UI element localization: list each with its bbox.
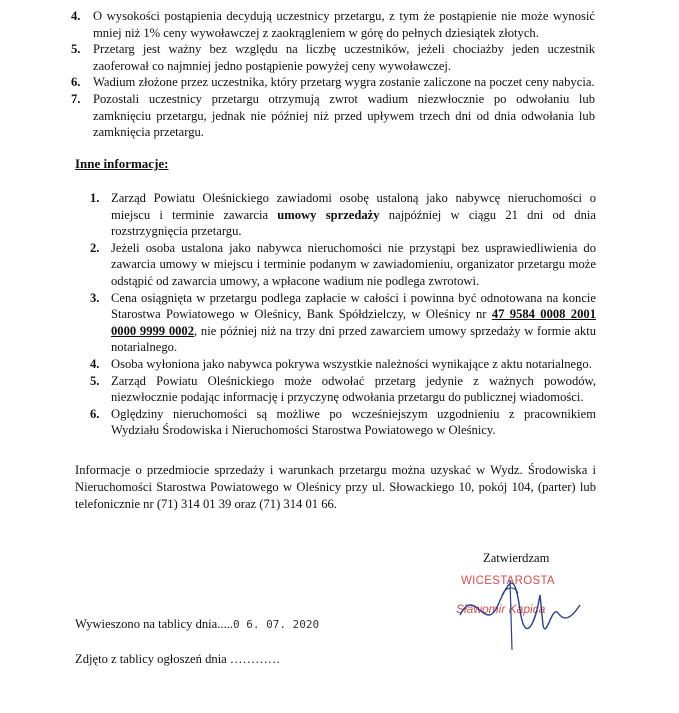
list-item [90,240,596,290]
stamp-title: WICESTAROSTA [461,575,555,587]
item-text: Zarząd Powiatu Oleśnickiego może odwołać przetarg jedynie z ważnych powodów, niezwłocznie podając informację i przyczynę odwołania przetargu do publicznej wiadomości. [111,373,596,405]
item-number: 5. [90,373,100,388]
posted-date-stamp: 0 6. 07. 2020 [233,618,320,631]
item-text: O wysokości postąpienia decydują uczestnicy przetargu, z tym że postąpienie nie może wynosić mniej niż 1% ceny wywoławczej z zaokrągleniem w górę do pełnych dziesiątek złotych. [93,9,595,40]
item-text: Oględziny nieruchomości są możliwe po wcześniejszym uzgodnieniu z pracownikiem Wydziału Środowiska i Nieruchomości Starostwa Powiatowego w Oleśnicy. [111,406,596,438]
section-heading: Inne informacje: [75,156,169,171]
item-text: , nie później niż na trzy dni przed zawarciem umowy sprzedaży w formie aktu notarialnego. [111,323,597,355]
item-text: Przetarg jest ważny bez względu na liczbę uczestników, jeżeli chociażby jeden uczestnik zaoferował co najmniej jedno postąpienie powyżej ceny wywoławczej. [93,42,595,73]
posted-date-line [75,617,319,632]
contact-info-paragraph: Informacje o przedmiocie sprzedaży i warunkach przetargu można uzyskać w Wydz. Środowiska i Nieruchomości Starostwa Powiatowego w Oleśnicy przy ul. Słowackiego 10, pokój 104, (parter) lub telefonicznie nr (71) 314 01 39 oraz (71) 314 01 66. [75,463,596,511]
auction-terms-list [71,8,595,141]
item-text: Cena osiągnięta w przetargu podlega zapłacie w całości i powinna być odnotowana na koncie Starostwa Powiatowego w Oleśnicy, Bank Spółdzielczy, w Oleśnicy nr [111,290,596,322]
list-item [90,290,597,356]
item-number: 4. [90,356,100,371]
item-number: 4. [71,9,81,23]
bank-account-number: 47 9584 0008 2001 0000 9999 0002 [111,307,596,338]
item-number: 5. [71,42,81,57]
item-number: 3. [90,290,100,305]
item-text: najpóźniej w ciągu 21 dni od dnia rozstrzygnięcia przetargu. [111,207,596,239]
item-number: 1. [90,191,100,205]
item-text: Wadium złożone przez uczestnika, który przetarg wygra zostanie zaliczone na poczet ceny nabycia. [93,75,595,90]
list-item [71,8,595,41]
list-item [71,91,595,141]
list-item [90,190,596,240]
item-number: 6. [90,406,100,421]
item-text: Jeżeli osoba ustalona jako nabywca nieruchomości nie przystąpi bez usprawiedliwienia do zawarcia umowy w miejscu i terminie podanym w zawiadomieniu, organizator przetargu może odstąpić od zawarcia umowy, a wpłacone wadium nie podlega zwrotowi. [111,240,596,288]
item-number: 2. [90,240,100,255]
item-emphasis: umowy sprzedaży [277,207,380,222]
list-item [71,74,595,91]
item-number: 7. [71,91,81,106]
item-number: 6. [71,75,81,90]
handwritten-signature-icon [440,565,590,655]
posted-label: Wywieszono na tablicy dnia..... [75,617,234,631]
removed-date-line: Zdjęto z tablicy ogłoszeń dnia ………… [75,652,281,666]
list-item [90,373,596,406]
other-information-list [90,190,597,439]
list-item [90,356,596,373]
item-text: Pozostali uczestnicy przetargu otrzymują zwrot wadium niezwłocznie po odwołaniu lub zamknięciu przetargu, jednak nie później niż przed upływem trzech dni od dnia odwołania lub zamknięcia przetargu. [93,91,595,140]
stamp-name: Sławomir Kapica [456,602,546,616]
approval-label: Zatwierdzam [483,551,550,565]
item-text: Osoba wyłoniona jako nabywca pokrywa wszystkie należności wynikające z aktu notarialnego. [111,356,592,371]
list-item [90,406,596,439]
item-text: Zarząd Powiatu Oleśnickiego zawiadomi osobę ustaloną jako nabywcę nieruchomości o miejscu i terminie zawarcia [111,191,596,222]
list-item [71,41,595,74]
